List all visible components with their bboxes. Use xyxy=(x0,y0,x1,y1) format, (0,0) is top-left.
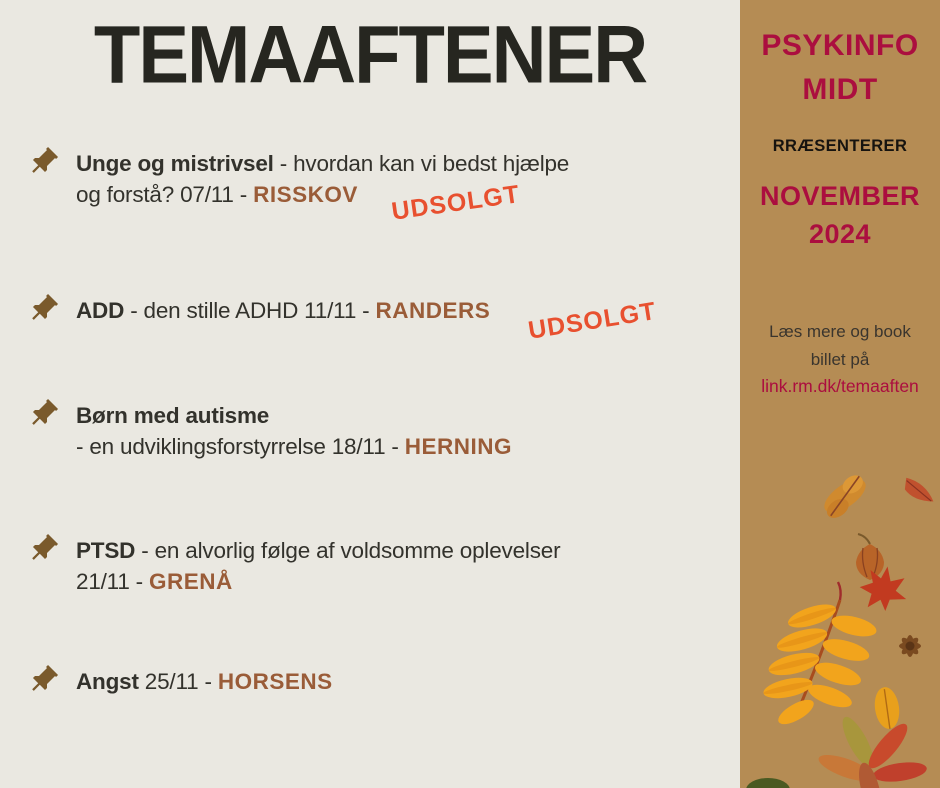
event-text xyxy=(76,148,570,226)
event-title: PTSD xyxy=(76,538,136,563)
event-line-2 xyxy=(76,179,569,226)
event-description: - hvordan kan vi bedst hjælpe xyxy=(273,151,570,176)
pushpin-icon xyxy=(26,397,60,431)
physalis-lantern-icon xyxy=(856,534,884,580)
presents-label: RRÆSENTERER xyxy=(772,137,908,155)
event-line-1 xyxy=(76,148,569,179)
event-location: HORSENS xyxy=(217,669,333,694)
event-title: Angst xyxy=(76,669,139,694)
event-location: RANDERS xyxy=(375,298,491,323)
event-item-unge-og-mistrivsel xyxy=(26,148,730,226)
event-date: 25/11 - xyxy=(138,669,218,694)
oak-leaf-icon xyxy=(817,472,873,522)
autumn-leaves-decoration xyxy=(740,458,940,788)
green-leaf-tip-icon xyxy=(746,778,790,788)
pushpin-icon xyxy=(26,532,60,566)
event-title: ADD xyxy=(76,298,125,323)
event-line-1 xyxy=(76,295,659,345)
soldout-badge: UDSOLGT xyxy=(389,180,522,226)
event-text xyxy=(76,400,512,462)
event-line-1 xyxy=(76,535,560,566)
event-item-ptsd xyxy=(26,535,730,597)
soldout-badge: UDSOLGT xyxy=(526,296,659,345)
yellow-leaf-icon xyxy=(872,686,902,731)
event-description: - en udviklingsforstyrrelse 18/11 - xyxy=(76,434,405,459)
event-item-born-med-autisme xyxy=(26,400,730,462)
event-line-1 xyxy=(76,400,512,431)
event-line-1 xyxy=(76,666,333,697)
month-label: NOVEMBER 2024 xyxy=(759,181,920,249)
booking-link-text: link.rm.dk/temaaften xyxy=(761,376,919,397)
event-date: og forstå? 07/11 - xyxy=(76,182,254,207)
event-title: Unge og mistrivsel xyxy=(76,151,274,176)
event-line-2 xyxy=(76,566,560,597)
event-location: GRENÅ xyxy=(149,569,233,594)
sidebar-panel xyxy=(740,0,940,788)
page-title: TEMAAFTENER xyxy=(93,9,647,101)
pushpin-icon xyxy=(26,145,60,179)
event-title: Børn med autisme xyxy=(76,403,270,428)
event-location: RISSKOV xyxy=(253,182,358,207)
pushpin-icon xyxy=(26,292,60,326)
event-item-angst xyxy=(26,666,730,697)
event-description: - den stille ADHD 11/11 - xyxy=(124,298,376,323)
event-location: HERNING xyxy=(404,434,513,459)
event-text xyxy=(76,295,659,345)
event-text xyxy=(76,535,560,597)
event-item-add xyxy=(26,295,730,345)
star-anise-icon xyxy=(899,635,921,657)
event-text xyxy=(76,666,333,697)
red-leaf-fragment-icon xyxy=(900,475,937,509)
creeper-leaf-icon xyxy=(816,713,928,788)
event-description: - en alvorlig følge af voldsomme oplevelser xyxy=(135,538,561,563)
booking-info-text: Læs mere og book billet på xyxy=(769,321,911,370)
brand-title: PSYKINFO MIDT xyxy=(761,29,919,106)
event-date: 21/11 - xyxy=(76,569,150,594)
pushpin-icon xyxy=(26,663,60,697)
rowan-leaf-icon xyxy=(762,582,879,729)
event-line-2 xyxy=(76,431,512,462)
